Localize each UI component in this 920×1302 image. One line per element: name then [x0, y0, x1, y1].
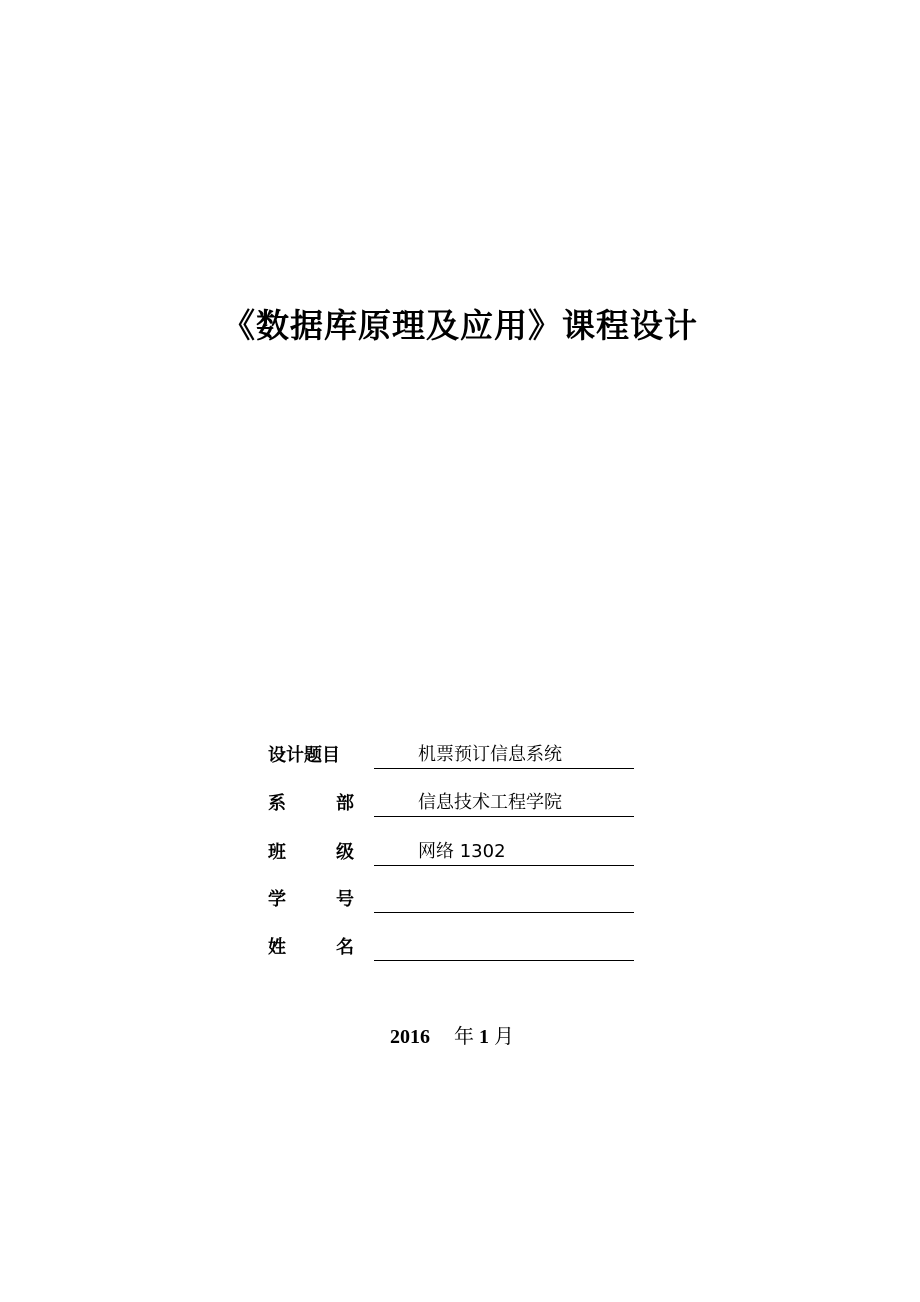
department-value: 信息技术工程学院 [418, 792, 562, 813]
class-field [374, 840, 634, 866]
department-field [374, 791, 634, 817]
topic-field [374, 743, 634, 769]
name-label-char-1: 姓 [268, 937, 286, 958]
date-year-unit: 年 [454, 1024, 474, 1048]
info-row-class [268, 840, 648, 870]
info-row-student-id [268, 887, 648, 917]
info-row-department [268, 791, 648, 821]
class-label-char-1: 班 [268, 842, 286, 863]
student-id-field [374, 887, 634, 913]
department-label [268, 791, 354, 817]
department-label-char-1: 系 [268, 793, 286, 814]
date-year: 2016 [390, 1026, 430, 1048]
topic-label: 设计题目 [268, 745, 340, 766]
name-label [268, 935, 354, 961]
topic-value: 机票预订信息系统 [418, 744, 562, 765]
student-id-label [268, 887, 354, 913]
info-row-topic [268, 743, 648, 773]
date-month: 1 [479, 1026, 489, 1048]
class-label [268, 840, 354, 866]
name-label-char-2: 名 [336, 937, 354, 958]
info-row-name [268, 935, 648, 965]
name-field [374, 935, 634, 961]
student-id-label-char-1: 学 [268, 889, 286, 910]
document-title: 《数据库原理及应用》课程设计 [222, 306, 698, 345]
department-label-char-2: 部 [336, 793, 354, 814]
class-label-char-2: 级 [336, 842, 354, 863]
document-date [390, 1020, 514, 1049]
date-month-unit: 月 [494, 1024, 514, 1048]
student-id-label-char-2: 号 [336, 889, 354, 910]
class-value: 网络 1302 [418, 841, 506, 862]
